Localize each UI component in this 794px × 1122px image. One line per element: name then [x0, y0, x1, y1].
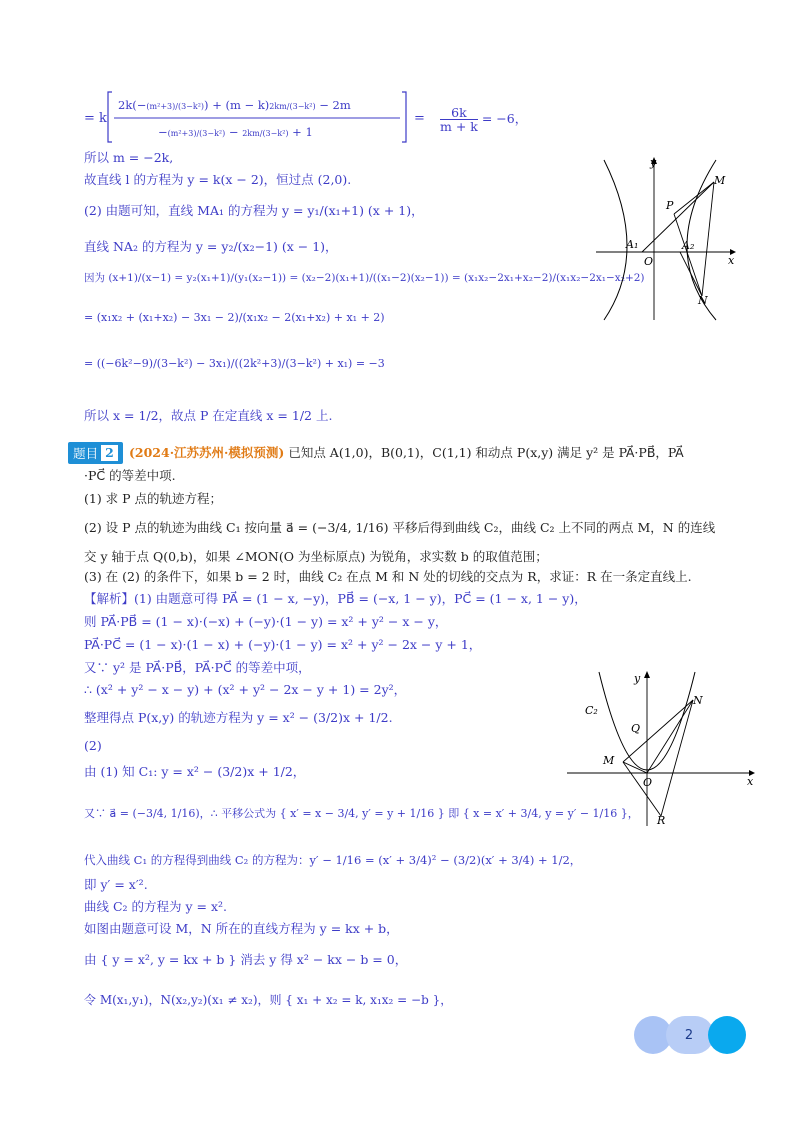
line-ratio-2: = (x₁x₂ + (x₁+x₂) − 3x₁ − 2)/(x₁x₂ − 2(x₁+x₂) + x₁ + 2) [84, 311, 385, 324]
sol-line-15: 令 M(x₁,y₁)，N(x₂,y₂)(x₁ ≠ x₂)，则 { x₁ + x₂ = k, x₁x₂ = −b }， [84, 993, 453, 1007]
sol-line-14: 由 { y = x², y = kx + b } 消去 y 得 x² − kx − b = 0， [84, 952, 408, 967]
fig2-label-n: N [693, 694, 703, 707]
fig1-label-x: x [728, 254, 735, 267]
page-number: 2 [684, 1027, 694, 1043]
fig2-label-c2: C₂ [585, 704, 598, 717]
fig1-label-a1: A₁ [626, 238, 639, 251]
figure-hyperbola [592, 152, 740, 324]
sol-line-13: 如图由题意可设 M，N 所在的直线方程为 y = kx + b， [84, 921, 399, 936]
fig2-label-x: x [747, 775, 754, 788]
fig2-label-o: O [643, 776, 653, 789]
fig1-line-mn [702, 182, 714, 296]
top-numerator: 2k(−(m²+3)/(3−k²)) + (m − k)2km/(3−k²) − 2m [118, 98, 351, 112]
result-frac-den: m + k [440, 119, 478, 134]
problem-source: (2024·江苏苏州·模拟预测) [129, 445, 285, 460]
sol-line-9: 又∵ a⃗ = (−3/4, 1/16)，∴ 平移公式为 { x′ = x − 3/4, y′ = y + 1/16 } 即 { x = x′ + 3/4, y = y′ − 1/16 }， [84, 807, 639, 820]
fig1-label-n: N [698, 294, 708, 307]
top-formula-svg [84, 86, 444, 148]
left-bracket [108, 92, 112, 142]
sol-line-12: 曲线 C₂ 的方程为 y = x². [84, 899, 228, 914]
fig1-label-a2: A₂ [682, 239, 695, 252]
line-l-eq: 故直线 l 的方程为 y = k(x − 2)，恒过点 (2,0). [84, 172, 352, 187]
line-ratio: 因为 (x+1)/(x−1) = y₂(x₁+1)/(y₁(x₂−1)) = (x₂−2)(x₁+1)/((x₁−2)(x₂−1)) = (x₁x₂−2x₁+x₂−2)/(x₁x₂−2x₁−x₂+2) [84, 272, 645, 284]
top-denominator: −(m²+3)/(3−k²) − 2km/(3−k²) + 1 [158, 125, 313, 139]
problem-stem-1-text: 已知点 A(1,0)，B(0,1)，C(1,1) 和动点 P(x,y) 满足 y² 是 PA⃗·PB⃗，PA⃗ [288, 445, 684, 460]
problem-tag [68, 442, 123, 464]
problem-stem-1 [129, 445, 684, 461]
problem-stem-2: ·PC⃗ 的等差中项. [84, 468, 176, 483]
sol-line-2: 则 PA⃗·PB⃗ = (1 − x)·(−x) + (−y)·(1 − y) = x² + y² − x − y， [84, 614, 448, 629]
fig1-label-p: P [666, 199, 674, 212]
fig1-line-a1m [642, 182, 714, 252]
sol-line-6: 整理得点 P(x,y) 的轨迹方程为 y = x² − (3/2)x + 1/2. [84, 710, 393, 725]
fig2-line-on [647, 700, 693, 773]
hyperbola-svg [592, 152, 740, 324]
result-frac-num: 6k [451, 105, 467, 120]
fig2-label-y: y [634, 672, 641, 685]
top-formula [84, 86, 444, 148]
figure-parabola [565, 668, 765, 828]
line-conclusion: 所以 x = 1/2，故点 P 在定直线 x = 1/2 上. [84, 408, 333, 423]
fig2-label-m: M [603, 754, 615, 767]
sol-line-4: 又∵ y² 是 PA⃗·PB⃗，PA⃗·PC⃗ 的等差中项， [84, 660, 311, 675]
sol-line-10: 代入曲线 C₁ 的方程得到曲线 C₂ 的方程为：y′ − 1/16 = (x′ + 3/4)² − (3/2)(x′ + 3/4) + 1/2， [84, 853, 582, 867]
top-result [440, 106, 527, 133]
fig1-label-o: O [644, 255, 654, 268]
line-na2: 直线 NA₂ 的方程为 y = y₂/(x₂−1) (x − 1)， [84, 239, 338, 254]
sol-line-8: 由 (1) 知 C₁: y = x² − (3/2)x + 1/2， [84, 764, 306, 779]
line-ma1: (2) 由题可知，直线 MA₁ 的方程为 y = y₁/(x₁+1) (x + 1)， [84, 203, 424, 218]
result-value: = −6， [481, 111, 528, 126]
fig2-tangent-m [623, 762, 661, 816]
top-eq2: = [414, 111, 425, 126]
fig1-line-pm [674, 182, 714, 214]
fig1-label-y: y [650, 156, 657, 169]
problem-q2a: (2) 设 P 点的轨迹为曲线 C₁ 按向量 a⃗ = (−3/4, 1/16) 平移后得到曲线 C₂，曲线 C₂ 上不同的两点 M，N 的连线 [84, 520, 716, 535]
fig2-tangent-n [661, 700, 693, 816]
line-m-eq: 所以 m = −2k, [84, 150, 174, 165]
fig1-label-m: M [714, 174, 726, 187]
top-eq-k: = k [84, 111, 107, 126]
sol-line-1: 【解析】(1) 由题意可得 PA⃗ = (1 − x, −y)，PB⃗ = (−x, 1 − y)，PC⃗ = (1 − x, 1 − y)， [84, 591, 587, 606]
sol-line-3: PA⃗·PC⃗ = (1 − x)·(1 − x) + (−y)·(1 − y) = x² + y² − 2x − y + 1， [84, 637, 482, 652]
parabola-svg [565, 668, 765, 828]
sol-line-5: ∴ (x² + y² − x − y) + (x² + y² − 2x − y + 1) = 2y²， [84, 682, 407, 697]
problem-q3: (3) 在 (2) 的条件下，如果 b = 2 时，曲线 C₂ 在点 M 和 N 处的切线的交点为 R，求证：R 在一条定直线上. [84, 569, 692, 584]
page-circle-right [708, 1016, 746, 1054]
sol-line-11: 即 y′ = x′². [84, 877, 148, 892]
fig2-y-arrow [644, 671, 650, 678]
problem-q1: (1) 求 P 点的轨迹方程； [84, 491, 223, 506]
page-number-badge [672, 1018, 706, 1052]
fig1-left-branch [604, 160, 627, 320]
problem-tag-number: 2 [101, 445, 118, 461]
fig2-label-r: R [657, 814, 666, 827]
fig1-line-a2n [680, 252, 702, 296]
right-bracket [402, 92, 406, 142]
fig1-line-pn [674, 214, 702, 296]
fig2-label-q: Q [631, 722, 641, 735]
problem-tag-label: 题目 [73, 446, 99, 461]
problem-q2b: 交 y 轴于点 Q(0,b)，如果 ∠MON(O 为坐标原点) 为锐角，求实数 b 的取值范围； [84, 549, 548, 564]
sol-line-7: (2) [84, 738, 102, 753]
line-ratio-3: = ((−6k²−9)/(3−k²) − 3x₁)/((2k²+3)/(3−k²) + x₁) = −3 [84, 357, 385, 370]
